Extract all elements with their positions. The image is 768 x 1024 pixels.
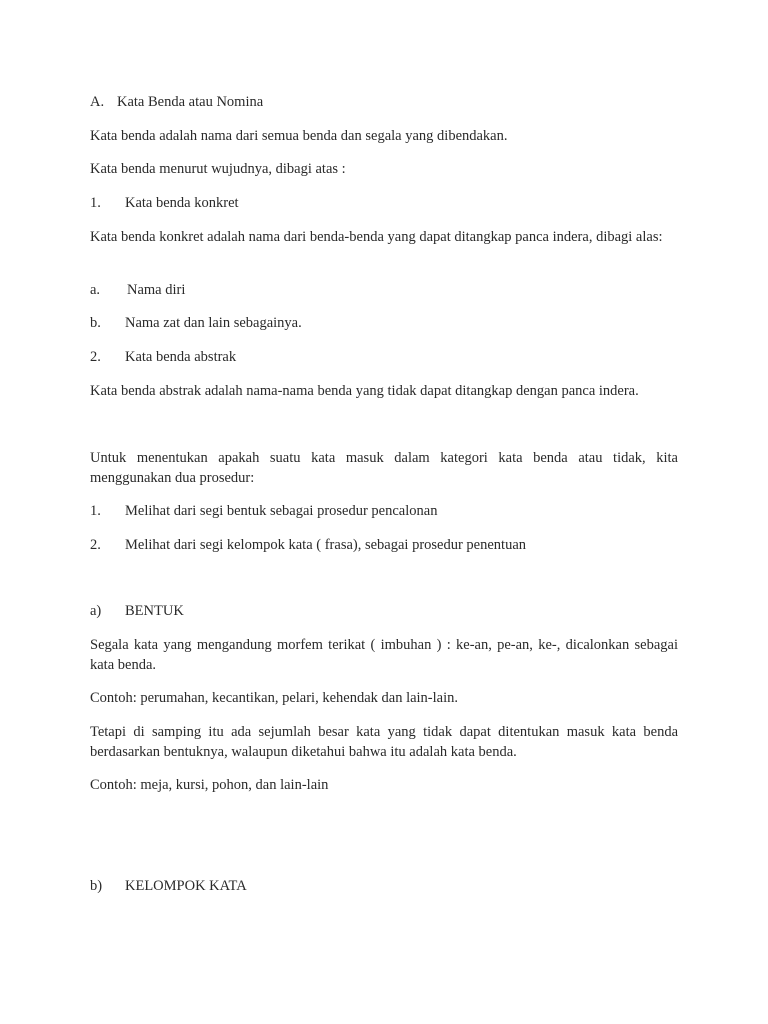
list-marker: 1.: [90, 195, 101, 211]
paragraph-konkret: Kata benda konkret adalah nama dari benda-benda yang dapat ditangkap panca indera, dibagi alas:: [90, 229, 663, 245]
list-text: Melihat dari segi bentuk sebagai prosedur pencalonan: [125, 503, 438, 519]
list-text: Kata benda konkret: [125, 195, 239, 211]
paragraph-definition: Kata benda adalah nama dari semua benda dan segala yang dibendakan.: [90, 128, 508, 144]
paragraph-contoh-2: Contoh: meja, kursi, pohon, dan lain-lain: [90, 777, 329, 793]
paragraph-tetapi: Tetapi di samping itu ada sejumlah besar kata yang tidak dapat ditentukan masuk kata benda berdasarkan bentuknya, walaupun diketahui bahwa itu adalah kata benda.: [90, 724, 678, 760]
list-marker: b.: [90, 315, 101, 331]
list-text: Nama zat dan lain sebagainya.: [125, 315, 302, 331]
list-marker: a.: [90, 282, 101, 298]
section-title: Kata Benda atau Nomina: [117, 94, 264, 110]
paragraph-morfem: Segala kata yang mengandung morfem terikat ( imbuhan ) : ke-an, pe-an, ke-, dicalonkan sebagai kata benda.: [90, 637, 678, 673]
subsection-title: BENTUK: [125, 603, 184, 619]
list-text: Kata benda abstrak: [125, 349, 237, 365]
subsection-marker: b): [90, 878, 103, 894]
list-marker: 1.: [90, 503, 101, 519]
list-text: Nama diri: [127, 282, 186, 298]
list-marker: 2.: [90, 537, 101, 553]
paragraph-prosedur: Untuk menentukan apakah suatu kata masuk dalam kategori kata benda atau tidak, kita menggunakan dua prosedur:: [90, 450, 678, 486]
paragraph-wujud: Kata benda menurut wujudnya, dibagi atas :: [90, 161, 346, 177]
subsection-marker: a): [90, 603, 102, 619]
paragraph-contoh-1: Contoh: perumahan, kecantikan, pelari, kehendak dan lain-lain.: [90, 690, 459, 706]
subsection-title: KELOMPOK KATA: [125, 878, 247, 894]
list-text: Melihat dari segi kelompok kata ( frasa), sebagai prosedur penentuan: [125, 537, 527, 553]
paragraph-abstrak: Kata benda abstrak adalah nama-nama benda yang tidak dapat ditangkap dengan panca indera.: [90, 383, 639, 399]
section-marker: A.: [90, 94, 105, 110]
list-marker: 2.: [90, 349, 101, 365]
